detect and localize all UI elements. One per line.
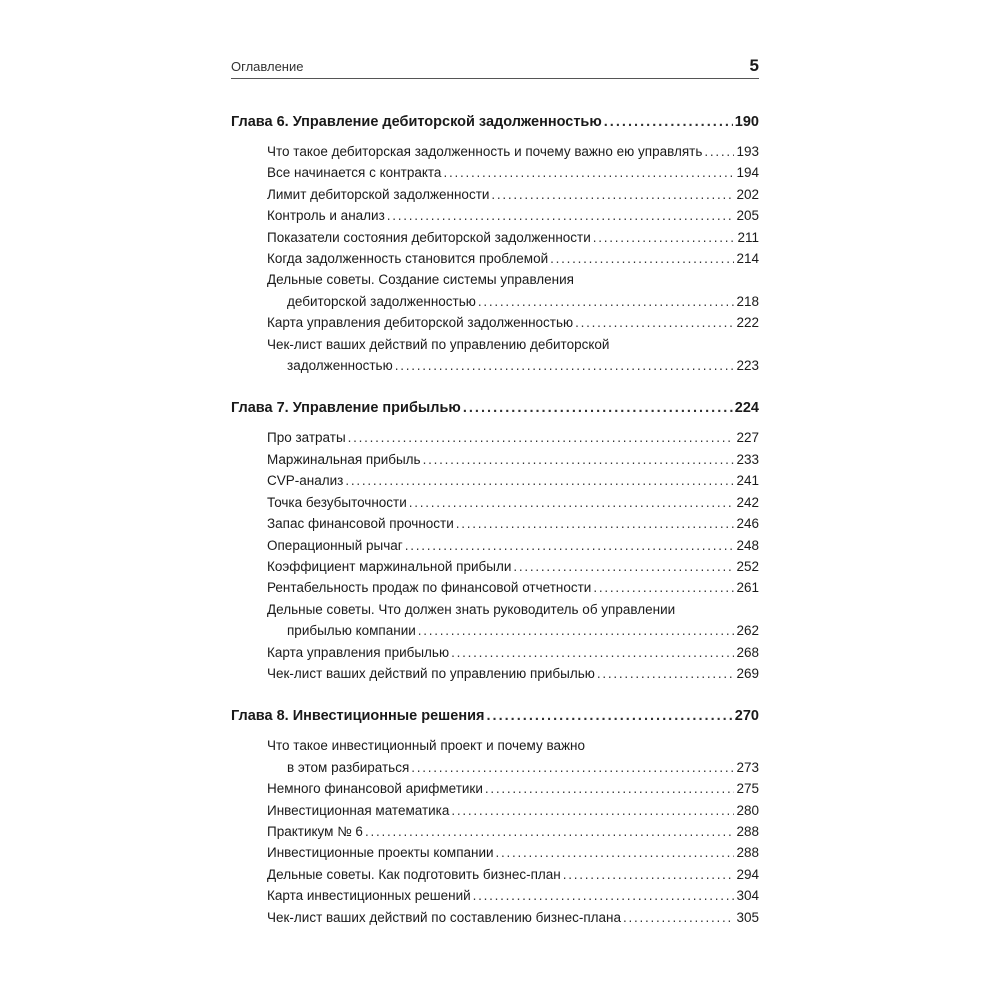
entry-page-number: 294 — [736, 866, 759, 882]
entry-page-number: 233 — [736, 451, 759, 467]
entry-title: Карта управления прибылью — [267, 644, 450, 660]
toc-entry[interactable] — [267, 577, 759, 598]
entry-title: Показатели состояния дебиторской задолженности — [267, 229, 591, 245]
toc-entry[interactable] — [267, 735, 759, 778]
entry-page-number: 269 — [736, 665, 759, 681]
entry-title: Про затраты — [267, 430, 346, 446]
dot-leader — [443, 162, 734, 183]
entry-page-number: 273 — [736, 759, 759, 775]
dot-leader — [550, 248, 734, 269]
chapter-page-number: 224 — [734, 400, 759, 417]
chapter-entries — [267, 735, 759, 928]
entry-page-number: 211 — [737, 229, 759, 245]
toc-entry[interactable] — [267, 312, 759, 333]
dot-leader — [451, 800, 734, 821]
dot-leader — [604, 110, 733, 135]
entry-title: Инвестиционная математика — [267, 802, 450, 818]
dot-leader — [395, 355, 735, 376]
chapter-heading[interactable] — [231, 396, 759, 421]
toc-entry[interactable] — [267, 864, 759, 885]
toc-entry[interactable] — [267, 663, 759, 684]
entry-page-number: 218 — [736, 293, 759, 309]
entry-page-number: 246 — [736, 516, 759, 532]
entry-page-number: 288 — [736, 845, 759, 861]
toc-entry[interactable] — [267, 449, 759, 470]
page-number: 5 — [749, 56, 759, 75]
dot-leader — [423, 449, 735, 470]
chapter-heading[interactable] — [231, 704, 759, 729]
entry-page-number: 241 — [736, 473, 759, 489]
chapter-page-number: 270 — [734, 708, 759, 725]
dot-leader — [418, 620, 735, 641]
entry-page-number: 252 — [736, 558, 759, 574]
dot-leader — [597, 663, 735, 684]
entry-title: Чек-лист ваших действий по составлению бизнес-плана — [267, 909, 621, 925]
dot-leader — [473, 885, 735, 906]
toc-entry[interactable] — [267, 885, 759, 906]
dot-leader — [575, 312, 734, 333]
entry-title: Все начинается с контракта — [267, 165, 442, 181]
entry-page-number: 205 — [736, 208, 759, 224]
entry-title: Карта управления дебиторской задолженностью — [267, 315, 574, 331]
entry-page-number: 194 — [736, 165, 759, 181]
chapter-heading[interactable] — [231, 110, 759, 135]
dot-leader — [623, 907, 734, 928]
toc-entry[interactable] — [267, 269, 759, 312]
table-of-contents — [231, 110, 759, 948]
toc-entry[interactable] — [267, 227, 759, 248]
dot-leader — [704, 141, 734, 162]
chapter-title: Глава 6. Управление дебиторской задолженностью — [231, 114, 602, 130]
entry-page-number: 248 — [736, 537, 759, 553]
entry-title: Коэффициент маржинальной прибыли — [267, 558, 512, 574]
entry-page-number: 202 — [736, 186, 759, 202]
entry-title: Маржинальная прибыль — [267, 451, 421, 467]
entry-title: Когда задолженность становится проблемой — [267, 251, 549, 267]
entry-title-line1: Дельные советы. Создание системы управления — [267, 272, 574, 288]
dot-leader — [486, 704, 732, 729]
entry-page-number: 227 — [736, 430, 759, 446]
entry-title: Практикум № 6 — [267, 823, 363, 839]
dot-leader — [365, 821, 735, 842]
toc-entry[interactable] — [267, 162, 759, 183]
dot-leader — [485, 778, 735, 799]
entry-title: прибылью компании — [287, 623, 416, 639]
entry-title: дебиторской задолженностью — [287, 293, 476, 309]
entry-title: Карта инвестиционных решений — [267, 888, 471, 904]
toc-entry[interactable] — [267, 427, 759, 448]
dot-leader — [348, 427, 735, 448]
toc-entry[interactable] — [267, 205, 759, 226]
entry-title-line1: Чек-лист ваших действий по управлению дебиторской — [267, 336, 610, 352]
entry-title: CVP-анализ — [267, 473, 344, 489]
entry-title: Инвестиционные проекты компании — [267, 845, 494, 861]
toc-entry[interactable] — [267, 513, 759, 534]
dot-leader — [405, 535, 735, 556]
entry-title: Операционный рычаг — [267, 537, 403, 553]
dot-leader — [387, 205, 735, 226]
toc-chapter — [231, 110, 759, 376]
dot-leader — [411, 757, 734, 778]
toc-entry[interactable] — [267, 907, 759, 928]
entry-page-number: 242 — [736, 494, 759, 510]
toc-entry[interactable] — [267, 492, 759, 513]
entry-title: Чек-лист ваших действий по управлению прибылью — [267, 665, 595, 681]
entry-title-line1: Что такое инвестиционный проект и почему важно — [267, 738, 585, 754]
dot-leader — [496, 842, 735, 863]
toc-entry[interactable] — [267, 470, 759, 491]
entry-page-number: 280 — [736, 802, 759, 818]
toc-entry[interactable] — [267, 800, 759, 821]
toc-entry[interactable] — [267, 642, 759, 663]
toc-entry[interactable] — [267, 821, 759, 842]
entry-title: Точка безубыточности — [267, 494, 407, 510]
dot-leader — [593, 577, 734, 598]
entry-page-number: 288 — [736, 823, 759, 839]
toc-entry[interactable] — [267, 778, 759, 799]
entry-page-number: 304 — [736, 888, 759, 904]
toc-entry[interactable] — [267, 248, 759, 269]
entry-page-number: 193 — [736, 144, 759, 159]
toc-entry[interactable] — [267, 842, 759, 863]
running-title: Оглавление — [231, 59, 304, 74]
toc-entry[interactable] — [267, 556, 759, 577]
entry-page-number: 223 — [736, 358, 759, 374]
toc-chapter — [231, 396, 759, 684]
dot-leader — [463, 396, 733, 421]
dot-leader — [513, 556, 734, 577]
toc-entry[interactable] — [267, 141, 759, 162]
chapter-title: Глава 7. Управление прибылью — [231, 400, 461, 417]
entry-title: задолженностью — [287, 358, 393, 374]
entry-title: Дельные советы. Как подготовить бизнес-план — [267, 866, 561, 882]
chapter-entries — [267, 141, 759, 376]
toc-entry[interactable] — [267, 599, 759, 642]
entry-title: в этом разбираться — [287, 759, 410, 775]
entry-page-number: 262 — [736, 623, 759, 639]
entry-page-number: 305 — [736, 909, 759, 925]
entry-title: Рентабельность продаж по финансовой отчетности — [267, 580, 592, 596]
dot-leader — [345, 470, 734, 491]
entry-page-number: 275 — [736, 781, 759, 797]
dot-leader — [451, 642, 734, 663]
chapter-entries — [267, 427, 759, 684]
dot-leader — [409, 492, 735, 513]
dot-leader — [593, 227, 736, 248]
entry-page-number: 261 — [736, 580, 759, 596]
dot-leader — [478, 291, 735, 312]
dot-leader — [456, 513, 735, 534]
entry-title: Немного финансовой арифметики — [267, 781, 483, 797]
entry-page-number: 222 — [736, 315, 759, 331]
toc-entry[interactable] — [267, 184, 759, 205]
toc-entry[interactable] — [267, 535, 759, 556]
entry-title-line1: Дельные советы. Что должен знать руководитель об управлении — [267, 601, 676, 617]
page-header — [231, 56, 759, 79]
entry-title: Запас финансовой прочности — [267, 516, 454, 532]
dot-leader — [491, 184, 734, 205]
chapter-title: Глава 8. Инвестиционные решения — [231, 708, 485, 725]
entry-page-number: 268 — [736, 644, 759, 660]
dot-leader — [563, 864, 735, 885]
entry-title: Контроль и анализ — [267, 208, 385, 224]
entry-page-number: 214 — [736, 251, 759, 267]
entry-title: Лимит дебиторской задолженности — [267, 186, 490, 202]
toc-chapter — [231, 704, 759, 928]
entry-title: Что такое дебиторская задолженность и почему важно ею управлять — [267, 144, 703, 159]
chapter-page-number: 190 — [734, 114, 759, 130]
toc-entry[interactable] — [267, 334, 759, 377]
